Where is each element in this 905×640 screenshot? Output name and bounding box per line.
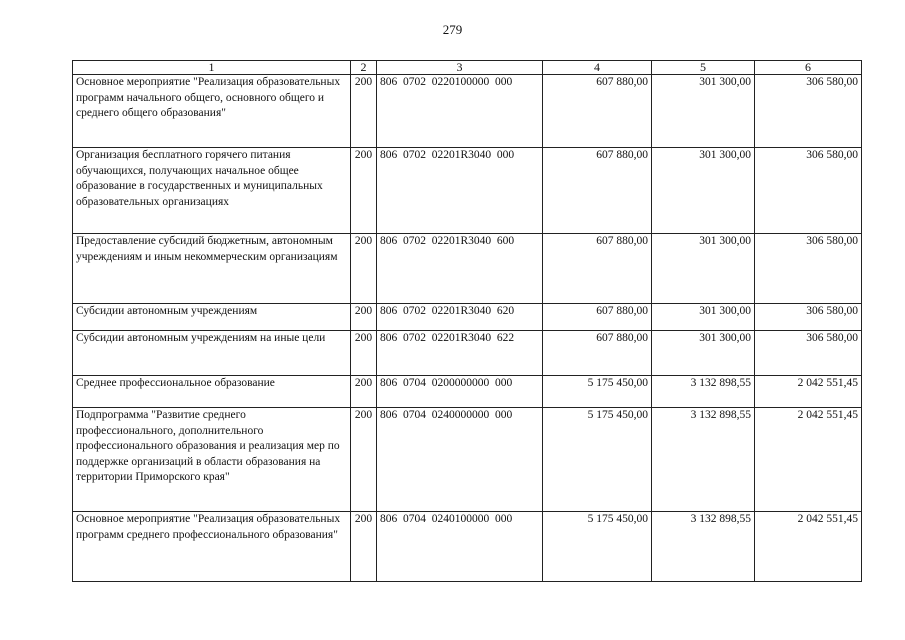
row-col5: 301 300,00: [652, 304, 755, 331]
row-col6: 2 042 551,45: [755, 408, 862, 512]
row-col5: 301 300,00: [652, 75, 755, 148]
column-header-6: 6: [755, 61, 862, 75]
table-row: [73, 512, 862, 582]
row-col6: 306 580,00: [755, 304, 862, 331]
row-col4: 607 880,00: [543, 234, 652, 304]
row-col2: 200: [351, 376, 377, 408]
table-row: [73, 331, 862, 376]
row-col2: 200: [351, 408, 377, 512]
row-code: 806 0702 0220100000 000: [377, 75, 543, 148]
table-row: [73, 234, 862, 304]
budget-table: [72, 60, 862, 582]
row-col2: 200: [351, 148, 377, 234]
row-col5: 3 132 898,55: [652, 512, 755, 582]
column-header-4: 4: [543, 61, 652, 75]
row-code: 806 0704 0240100000 000: [377, 512, 543, 582]
table-row: [73, 75, 862, 148]
column-header-1: 1: [73, 61, 351, 75]
row-name: Субсидии автономным учреждениям на иные цели: [73, 331, 351, 376]
row-col4: 607 880,00: [543, 331, 652, 376]
row-name: Предоставление субсидий бюджетным, автономным учреждениям и иным некоммерческим организациям: [73, 234, 351, 304]
row-col6: 306 580,00: [755, 75, 862, 148]
row-col4: 607 880,00: [543, 148, 652, 234]
row-col5: 301 300,00: [652, 331, 755, 376]
row-name: Основное мероприятие "Реализация образовательных программ начального общего, основного общего и среднего общего образования": [73, 75, 351, 148]
row-col4: 5 175 450,00: [543, 408, 652, 512]
row-code: 806 0702 02201R3040 620: [377, 304, 543, 331]
row-col4: 607 880,00: [543, 304, 652, 331]
header-row: [73, 61, 862, 75]
row-col5: 3 132 898,55: [652, 376, 755, 408]
table-row: [73, 408, 862, 512]
table-row: [73, 304, 862, 331]
row-name: Субсидии автономным учреждениям: [73, 304, 351, 331]
row-name: Подпрограмма "Развитие среднего профессионального, дополнительного профессионального образования и реализация мер по поддержке организаций в области образования на территории Приморского края": [73, 408, 351, 512]
table-row: [73, 148, 862, 234]
row-code: 806 0702 02201R3040 000: [377, 148, 543, 234]
column-header-3: 3: [377, 61, 543, 75]
row-name: Основное мероприятие "Реализация образовательных программ среднего профессионального образования": [73, 512, 351, 582]
row-col2: 200: [351, 512, 377, 582]
table-row: [73, 376, 862, 408]
row-col4: 5 175 450,00: [543, 376, 652, 408]
row-col2: 200: [351, 234, 377, 304]
row-code: 806 0704 0200000000 000: [377, 376, 543, 408]
row-col4: 5 175 450,00: [543, 512, 652, 582]
row-col4: 607 880,00: [543, 75, 652, 148]
row-col2: 200: [351, 331, 377, 376]
row-col2: 200: [351, 304, 377, 331]
row-col6: 306 580,00: [755, 234, 862, 304]
row-name: Среднее профессиональное образование: [73, 376, 351, 408]
row-col5: 3 132 898,55: [652, 408, 755, 512]
row-code: 806 0702 02201R3040 600: [377, 234, 543, 304]
row-col6: 2 042 551,45: [755, 376, 862, 408]
row-col5: 301 300,00: [652, 234, 755, 304]
column-header-2: 2: [351, 61, 377, 75]
row-col6: 2 042 551,45: [755, 512, 862, 582]
page-number: 279: [442, 22, 463, 37]
row-col5: 301 300,00: [652, 148, 755, 234]
row-code: 806 0702 02201R3040 622: [377, 331, 543, 376]
row-col6: 306 580,00: [755, 148, 862, 234]
row-code: 806 0704 0240000000 000: [377, 408, 543, 512]
row-name: Организация бесплатного горячего питания обучающихся, получающих начальное общее образование в государственных и муниципальных образовательных организациях: [73, 148, 351, 234]
row-col6: 306 580,00: [755, 331, 862, 376]
row-col2: 200: [351, 75, 377, 148]
column-header-5: 5: [652, 61, 755, 75]
